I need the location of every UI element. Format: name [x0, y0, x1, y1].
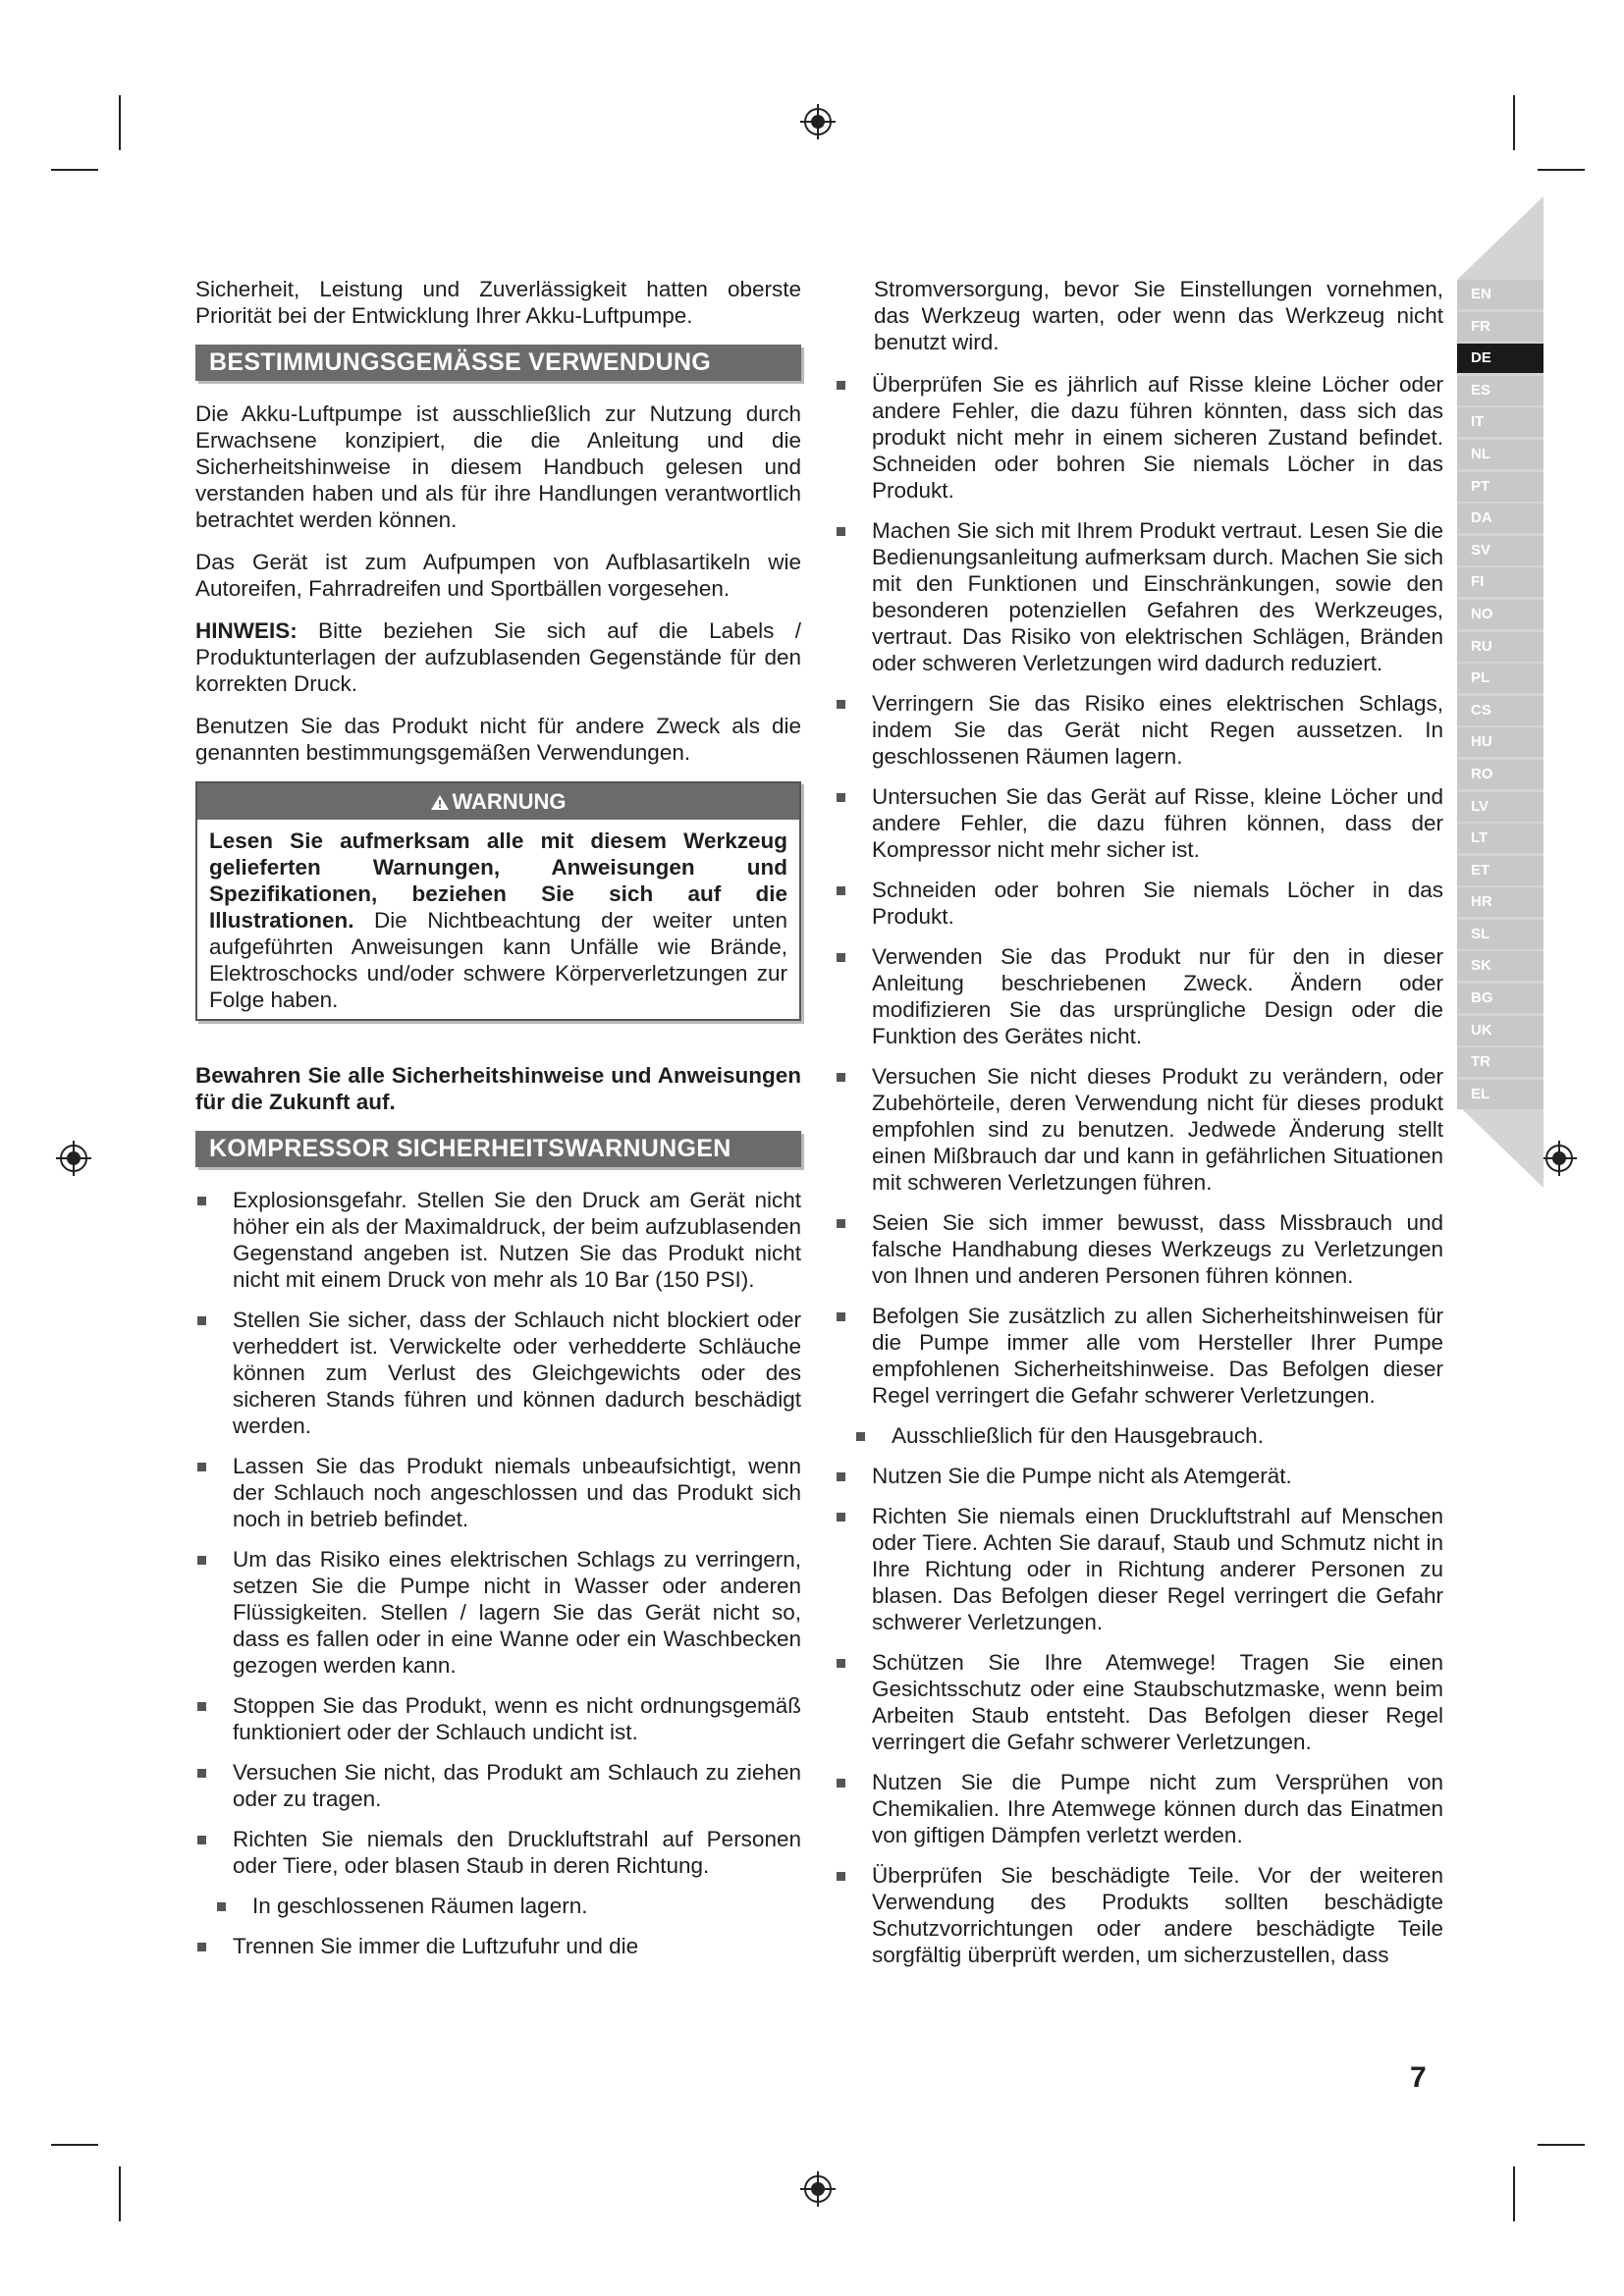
list-item: Explosionsgefahr. Stellen Sie den Druck am Gerät nicht höher ein als der Maximaldruck, der beim aufzublasenden Gegenstand angeben ist. Nutzen Sie das Produkt nicht nicht mit einem Druck von mehr als 10 Bar (150 PSI). [195, 1187, 801, 1293]
list-item: Um das Risiko eines elektrischen Schlags zu verringern, setzen Sie die Pumpe nicht in Wasser oder anderen Flüssigkeiten. Stellen / lagern Sie das Gerät nicht so, dass es fallen oder in eine Wanne oder ein Waschbecken gezogen werden kann. [195, 1546, 801, 1679]
language-tab-sk[interactable]: SK [1457, 951, 1543, 981]
language-tab-cs[interactable]: CS [1457, 696, 1543, 725]
crop-mark [1538, 2144, 1585, 2146]
language-tab-nl[interactable]: NL [1457, 440, 1543, 469]
crop-mark [51, 2144, 98, 2146]
registration-mark-icon [798, 102, 838, 141]
note-text: Bitte beziehen Sie sich auf die Labels / Produktunterlagen der aufzublasenden Gegenstände für den korrekten Druck. [195, 618, 801, 696]
language-tab-lv[interactable]: LV [1457, 792, 1543, 822]
list-item: Richten Sie niemals den Druckluftstrahl auf Personen oder Tiere, oder blasen Staub in deren Richtung. [195, 1826, 801, 1879]
list-item: Überprüfen Sie es jährlich auf Risse kleine Löcher oder andere Fehler, die dazu führen könnten, dass sich das produkt nicht mehr in einem sicheren Zustand befindet. Schneiden oder bohren Sie niemals Löcher in das Produkt. [835, 371, 1443, 504]
list-item: Stoppen Sie das Produkt, wenn es nicht ordnungsgemäß funktioniert oder der Schlauch undicht ist. [195, 1692, 801, 1745]
warning-box [195, 781, 801, 1021]
paragraph: Benutzen Sie das Produkt nicht für andere Zweck als die genannten bestimmungsgemäßen Verwendungen. [195, 714, 801, 765]
crop-mark [51, 169, 98, 171]
language-tab-it[interactable]: IT [1457, 407, 1543, 437]
list-item: Untersuchen Sie das Gerät auf Risse, kleine Löcher und andere Fehler, die dazu führen können, dass der Kompressor nicht mehr sicher ist. [835, 783, 1443, 863]
list-item: Versuchen Sie nicht dieses Produkt zu verändern, oder Zubehörteile, deren Verwendung nicht für dieses produkt empfohlen sind zu benutzen. Jedwede Änderung stellt einen Mißbrauch dar und kann in gefährlichen Situationen mit schweren Verletzungen führen. [835, 1063, 1443, 1196]
language-tab-pl[interactable]: PL [1457, 664, 1543, 693]
list-item: Befolgen Sie zusätzlich zu allen Sicherheitshinweisen für die Pumpe immer alle vom Hersteller Ihrer Pumpe empfohlenen Sicherheitshinweise. Das Befolgen dieser Regel verringert die Gefahr schwerer Verletzungen. [835, 1303, 1443, 1409]
section-heading-intended-use: BESTIMMUNGSGEMÄSSE VERWENDUNG [195, 345, 801, 381]
language-tab-en[interactable]: EN [1457, 280, 1543, 309]
list-item: Schützen Sie Ihre Atemwege! Tragen Sie einen Gesichtsschutz oder eine Staubschutzmaske, wenn beim Arbeiten Staub entsteht. Das Befolgen dieser Regel verringert die Gefahr schwerer Verletzungen. [835, 1649, 1443, 1755]
language-tab-de[interactable]: DE [1457, 344, 1543, 373]
crop-mark [1513, 95, 1515, 150]
list-item: Ausschließlich für den Hausgebrauch. [835, 1422, 1443, 1449]
warning-title [197, 783, 799, 820]
language-tab-es[interactable]: ES [1457, 376, 1543, 405]
list-item: Überprüfen Sie beschädigte Teile. Vor der weiteren Verwendung des Produkts sollten beschädigte Schutzvorrichtungen oder andere beschädigte Teile sorgfältig überprüft werden, um sicherzustellen, dass [835, 1862, 1443, 1968]
language-tab-ru[interactable]: RU [1457, 632, 1543, 662]
language-tab-pt[interactable]: PT [1457, 472, 1543, 502]
language-tab-sl[interactable]: SL [1457, 920, 1543, 949]
page-number: 7 [1410, 2061, 1427, 2094]
language-tab-no[interactable]: NO [1457, 600, 1543, 629]
right-column [874, 276, 1443, 1982]
paragraph: Das Gerät ist zum Aufpumpen von Aufblasartikeln wie Autoreifen, Fahrradreifen und Sportbällen vorgesehen. [195, 550, 801, 601]
list-item: Richten Sie niemals einen Druckluftstrahl auf Menschen oder Tiere. Achten Sie darauf, Staub und Schmutz nicht in Ihre Richtung oder in Richtung anderer Personen zu blasen. Das Befolgen dieser Regel verringert die Gefahr schwerer Verletzungen. [835, 1503, 1443, 1635]
continuation-paragraph: Stromversorgung, bevor Sie Einstellungen vornehmen, das Werkzeug warten, oder wenn das Werkzeug nicht benutzt wird. [874, 277, 1443, 354]
warning-triangle-icon [430, 794, 450, 811]
language-tab-tr[interactable]: TR [1457, 1047, 1543, 1077]
crop-mark [1513, 2166, 1515, 2221]
compressor-warning-list [195, 1187, 801, 1959]
list-item: Seien Sie sich immer bewusst, dass Missbrauch und falsche Handhabung dieses Werkzeugs zu Verletzungen von Ihnen und anderen Personen führen können. [835, 1209, 1443, 1289]
language-tabs [1457, 280, 1543, 1111]
language-tab-hr[interactable]: HR [1457, 887, 1543, 917]
note-paragraph [195, 617, 801, 697]
list-item: Lassen Sie das Produkt niemals unbeaufsichtigt, wenn der Schlauch noch angeschlossen und das Produkt sich noch in betrieb befindet. [195, 1453, 801, 1532]
warning-body [197, 820, 799, 1019]
list-item: Stellen Sie sicher, dass der Schlauch nicht blockiert oder verheddert ist. Verwickelte oder verhedderte Schläuche können zum Verlust des Gleichgewichts oder des sicheren Stands führen und können dadurch beschädigt werden. [195, 1307, 801, 1439]
language-tab-uk[interactable]: UK [1457, 1016, 1543, 1045]
language-tab-el[interactable]: EL [1457, 1080, 1543, 1109]
warning-bold-text: Lesen Sie aufmerksam alle mit diesem Werkzeug gelieferten Warnungen, Anweisungen und Spezifikationen, beziehen Sie sich auf die Illustrationen. [209, 828, 787, 933]
list-item: Machen Sie sich mit Ihrem Produkt vertraut. Lesen Sie die Bedienungsanleitung aufmerksam durch. Machen Sie sich mit den Funktionen und Einschränkungen, sowie den besonderen potenziellen Gefahren des Werkzeuges, vertraut. Das Risiko von elektrischen Schlägen, Bränden oder schweren Verletzungen wird dadurch reduziert. [835, 517, 1443, 676]
registration-mark-icon [1540, 1139, 1579, 1178]
section-heading-compressor-warnings: KOMPRESSOR SICHERHEITSWARNUNGEN [195, 1131, 801, 1167]
language-tab-bg[interactable]: BG [1457, 984, 1543, 1013]
paragraph: Die Akku-Luftpumpe ist ausschließlich zur Nutzung durch Erwachsene konzipiert, die die Anleitung und die Sicherheitshinweise in diesem Handbuch gelesen und verstanden haben und als für ihre Handlungen verantwortlich betrachtet werden können. [195, 401, 801, 532]
language-tab-hu[interactable]: HU [1457, 727, 1543, 757]
registration-mark-icon [54, 1139, 93, 1178]
list-item: Verringern Sie das Risiko eines elektrischen Schlags, indem Sie das Gerät nicht Regen aussetzen. In geschlossenen Räumen lagern. [835, 690, 1443, 770]
left-column [195, 276, 801, 1973]
language-tab-sv[interactable]: SV [1457, 536, 1543, 565]
intro-paragraph: Sicherheit, Leistung und Zuverlässigkeit hatten oberste Priorität bei der Entwicklung Ihrer Akku-Luftpumpe. [195, 277, 801, 328]
safety-warning-list [835, 371, 1443, 1968]
keep-instructions-note: Bewahren Sie alle Sicherheitshinweise und Anweisungen für die Zukunft auf. [195, 1063, 801, 1114]
note-label: HINWEIS: [195, 618, 298, 643]
list-item: Versuchen Sie nicht, das Produkt am Schlauch zu ziehen oder zu tragen. [195, 1759, 801, 1812]
language-tab-da[interactable]: DA [1457, 504, 1543, 533]
language-tab-et[interactable]: ET [1457, 856, 1543, 885]
list-item: Nutzen Sie die Pumpe nicht zum Versprühen von Chemikalien. Ihre Atemwege können durch das Einatmen von giftigen Dämpfen verletzt werden. [835, 1769, 1443, 1848]
list-item: Schneiden oder bohren Sie niemals Löcher in das Produkt. [835, 877, 1443, 930]
list-item: Verwenden Sie das Produkt nur für den in dieser Anleitung beschriebenen Zweck. Ändern oder modifizieren Sie das ursprüngliche Design oder die Funktion des Gerätes nicht. [835, 943, 1443, 1049]
language-tab-fr[interactable]: FR [1457, 312, 1543, 342]
list-item: Trennen Sie immer die Luftzufuhr und die [195, 1933, 801, 1959]
language-tab-lt[interactable]: LT [1457, 824, 1543, 853]
warning-text: Die Nichtbeachtung der weiter unten aufgeführten Anweisungen kann Unfälle wie Brände, Elektroschocks und/oder schwere Körperverletzungen zur Folge haben. [209, 908, 787, 1012]
crop-mark [1538, 169, 1585, 171]
crop-mark [119, 95, 121, 150]
language-tab-fi[interactable]: FI [1457, 567, 1543, 597]
language-tab-ro[interactable]: RO [1457, 760, 1543, 789]
warning-title-text: WARNUNG [452, 789, 567, 814]
crop-mark [119, 2166, 121, 2221]
registration-mark-icon [798, 2169, 838, 2209]
list-item: In geschlossenen Räumen lagern. [195, 1893, 801, 1919]
list-item: Nutzen Sie die Pumpe nicht als Atemgerät. [835, 1463, 1443, 1489]
